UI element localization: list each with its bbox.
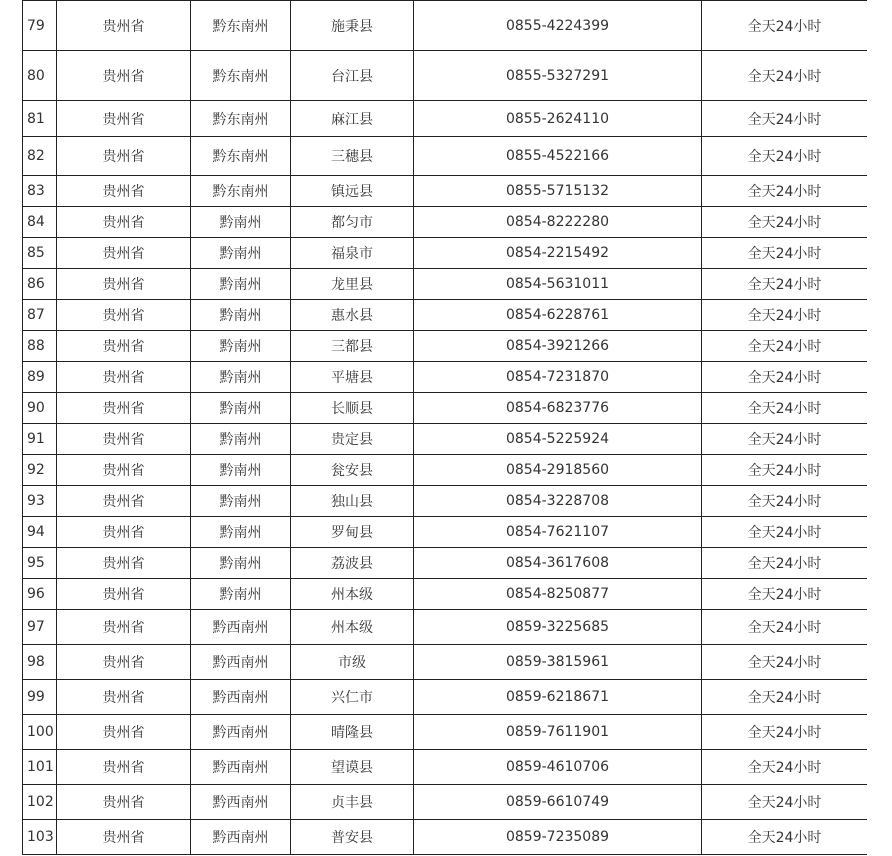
cell-province: 贵州省 — [57, 137, 191, 176]
cell-county: 荔波县 — [291, 548, 414, 579]
cell-province: 贵州省 — [57, 269, 191, 300]
cell-province: 贵州省 — [57, 455, 191, 486]
table-row — [23, 645, 868, 680]
cell-province: 贵州省 — [57, 785, 191, 820]
cell-county: 望谟县 — [291, 750, 414, 785]
cell-prefecture: 黔东南州 — [191, 101, 291, 137]
cell-province: 贵州省 — [57, 579, 191, 610]
table-row — [23, 238, 868, 269]
cell-index: 90 — [23, 393, 57, 424]
cell-county: 麻江县 — [291, 101, 414, 137]
cell-county: 罗甸县 — [291, 517, 414, 548]
table-row — [23, 1, 868, 51]
table-row — [23, 424, 868, 455]
cell-hours: 全天24小时 — [702, 610, 868, 645]
table-row — [23, 51, 868, 101]
cell-phone: 0859-7235089 — [414, 820, 702, 855]
cell-county: 台江县 — [291, 51, 414, 101]
cell-province: 贵州省 — [57, 610, 191, 645]
hotline-table-container — [22, 0, 867, 856]
cell-county: 福泉市 — [291, 238, 414, 269]
cell-hours: 全天24小时 — [702, 1, 868, 51]
cell-county: 贵定县 — [291, 424, 414, 455]
cell-prefecture: 黔西南州 — [191, 750, 291, 785]
cell-phone: 0855-4522166 — [414, 137, 702, 176]
cell-hours: 全天24小时 — [702, 300, 868, 331]
cell-phone: 0855-5715132 — [414, 176, 702, 207]
table-row — [23, 393, 868, 424]
table-row — [23, 362, 868, 393]
table-row — [23, 680, 868, 715]
table-row — [23, 331, 868, 362]
cell-hours: 全天24小时 — [702, 548, 868, 579]
cell-hours: 全天24小时 — [702, 269, 868, 300]
cell-county: 州本级 — [291, 579, 414, 610]
hotline-table — [22, 0, 867, 855]
cell-county: 三穗县 — [291, 137, 414, 176]
cell-phone: 0855-5327291 — [414, 51, 702, 101]
cell-hours: 全天24小时 — [702, 101, 868, 137]
cell-prefecture: 黔西南州 — [191, 645, 291, 680]
cell-province: 贵州省 — [57, 393, 191, 424]
table-row — [23, 486, 868, 517]
table-row — [23, 517, 868, 548]
cell-index: 96 — [23, 579, 57, 610]
cell-index: 89 — [23, 362, 57, 393]
cell-prefecture: 黔南州 — [191, 455, 291, 486]
cell-index: 87 — [23, 300, 57, 331]
cell-county: 晴隆县 — [291, 715, 414, 750]
cell-province: 贵州省 — [57, 1, 191, 51]
table-row — [23, 579, 868, 610]
cell-province: 贵州省 — [57, 715, 191, 750]
cell-prefecture: 黔西南州 — [191, 680, 291, 715]
cell-county: 兴仁市 — [291, 680, 414, 715]
cell-index: 88 — [23, 331, 57, 362]
table-row — [23, 300, 868, 331]
cell-hours: 全天24小时 — [702, 424, 868, 455]
cell-province: 贵州省 — [57, 362, 191, 393]
cell-phone: 0855-2624110 — [414, 101, 702, 137]
cell-prefecture: 黔南州 — [191, 393, 291, 424]
table-row — [23, 455, 868, 486]
cell-prefecture: 黔南州 — [191, 517, 291, 548]
cell-county: 瓮安县 — [291, 455, 414, 486]
cell-index: 98 — [23, 645, 57, 680]
cell-hours: 全天24小时 — [702, 517, 868, 548]
cell-prefecture: 黔南州 — [191, 331, 291, 362]
cell-prefecture: 黔南州 — [191, 300, 291, 331]
cell-hours: 全天24小时 — [702, 331, 868, 362]
cell-province: 贵州省 — [57, 207, 191, 238]
table-row — [23, 750, 868, 785]
cell-hours: 全天24小时 — [702, 715, 868, 750]
cell-province: 贵州省 — [57, 517, 191, 548]
cell-phone: 0854-8222280 — [414, 207, 702, 238]
cell-index: 93 — [23, 486, 57, 517]
cell-phone: 0854-2918560 — [414, 455, 702, 486]
table-row — [23, 820, 868, 855]
cell-index: 102 — [23, 785, 57, 820]
cell-county: 长顺县 — [291, 393, 414, 424]
cell-phone: 0854-6823776 — [414, 393, 702, 424]
cell-index: 95 — [23, 548, 57, 579]
cell-index: 99 — [23, 680, 57, 715]
cell-index: 84 — [23, 207, 57, 238]
table-row — [23, 176, 868, 207]
cell-index: 103 — [23, 820, 57, 855]
cell-phone: 0854-7231870 — [414, 362, 702, 393]
cell-prefecture: 黔南州 — [191, 238, 291, 269]
cell-province: 贵州省 — [57, 51, 191, 101]
cell-hours: 全天24小时 — [702, 207, 868, 238]
cell-prefecture: 黔南州 — [191, 207, 291, 238]
cell-hours: 全天24小时 — [702, 455, 868, 486]
cell-county: 贞丰县 — [291, 785, 414, 820]
cell-province: 贵州省 — [57, 820, 191, 855]
cell-province: 贵州省 — [57, 680, 191, 715]
cell-hours: 全天24小时 — [702, 137, 868, 176]
cell-prefecture: 黔西南州 — [191, 785, 291, 820]
cell-phone: 0854-5631011 — [414, 269, 702, 300]
cell-phone: 0854-2215492 — [414, 238, 702, 269]
cell-prefecture: 黔东南州 — [191, 137, 291, 176]
cell-hours: 全天24小时 — [702, 680, 868, 715]
table-row — [23, 610, 868, 645]
cell-phone: 0859-4610706 — [414, 750, 702, 785]
cell-province: 贵州省 — [57, 645, 191, 680]
cell-province: 贵州省 — [57, 331, 191, 362]
cell-index: 86 — [23, 269, 57, 300]
cell-phone: 0854-6228761 — [414, 300, 702, 331]
cell-hours: 全天24小时 — [702, 176, 868, 207]
cell-prefecture: 黔南州 — [191, 486, 291, 517]
cell-county: 独山县 — [291, 486, 414, 517]
cell-county: 三都县 — [291, 331, 414, 362]
cell-index: 80 — [23, 51, 57, 101]
cell-phone: 0859-7611901 — [414, 715, 702, 750]
cell-index: 82 — [23, 137, 57, 176]
cell-province: 贵州省 — [57, 424, 191, 455]
table-row — [23, 207, 868, 238]
cell-phone: 0859-3815961 — [414, 645, 702, 680]
cell-phone: 0854-5225924 — [414, 424, 702, 455]
cell-phone: 0854-3617608 — [414, 548, 702, 579]
cell-phone: 0859-6610749 — [414, 785, 702, 820]
cell-county: 惠水县 — [291, 300, 414, 331]
cell-county: 州本级 — [291, 610, 414, 645]
table-body — [23, 1, 868, 855]
cell-prefecture: 黔西南州 — [191, 610, 291, 645]
cell-prefecture: 黔西南州 — [191, 820, 291, 855]
cell-index: 100 — [23, 715, 57, 750]
cell-index: 92 — [23, 455, 57, 486]
cell-index: 91 — [23, 424, 57, 455]
cell-hours: 全天24小时 — [702, 750, 868, 785]
cell-phone: 0855-4224399 — [414, 1, 702, 51]
table-row — [23, 269, 868, 300]
cell-phone: 0854-8250877 — [414, 579, 702, 610]
cell-index: 79 — [23, 1, 57, 51]
cell-hours: 全天24小时 — [702, 645, 868, 680]
cell-prefecture: 黔东南州 — [191, 176, 291, 207]
cell-index: 97 — [23, 610, 57, 645]
cell-hours: 全天24小时 — [702, 362, 868, 393]
cell-county: 施秉县 — [291, 1, 414, 51]
cell-index: 94 — [23, 517, 57, 548]
cell-phone: 0854-3228708 — [414, 486, 702, 517]
cell-county: 都匀市 — [291, 207, 414, 238]
table-row — [23, 101, 868, 137]
table-row — [23, 137, 868, 176]
cell-province: 贵州省 — [57, 548, 191, 579]
cell-county: 普安县 — [291, 820, 414, 855]
cell-county: 镇远县 — [291, 176, 414, 207]
cell-county: 龙里县 — [291, 269, 414, 300]
table-row — [23, 548, 868, 579]
cell-index: 101 — [23, 750, 57, 785]
table-row — [23, 785, 868, 820]
cell-phone: 0859-3225685 — [414, 610, 702, 645]
cell-province: 贵州省 — [57, 750, 191, 785]
cell-hours: 全天24小时 — [702, 820, 868, 855]
cell-prefecture: 黔南州 — [191, 579, 291, 610]
cell-province: 贵州省 — [57, 176, 191, 207]
cell-hours: 全天24小时 — [702, 579, 868, 610]
table-row — [23, 715, 868, 750]
cell-hours: 全天24小时 — [702, 51, 868, 101]
cell-index: 83 — [23, 176, 57, 207]
cell-hours: 全天24小时 — [702, 393, 868, 424]
cell-province: 贵州省 — [57, 101, 191, 137]
cell-prefecture: 黔东南州 — [191, 1, 291, 51]
cell-province: 贵州省 — [57, 486, 191, 517]
cell-hours: 全天24小时 — [702, 486, 868, 517]
cell-province: 贵州省 — [57, 300, 191, 331]
cell-phone: 0854-3921266 — [414, 331, 702, 362]
cell-county: 市级 — [291, 645, 414, 680]
cell-prefecture: 黔南州 — [191, 548, 291, 579]
cell-county: 平塘县 — [291, 362, 414, 393]
cell-prefecture: 黔东南州 — [191, 51, 291, 101]
cell-hours: 全天24小时 — [702, 238, 868, 269]
cell-phone: 0854-7621107 — [414, 517, 702, 548]
cell-prefecture: 黔南州 — [191, 424, 291, 455]
cell-prefecture: 黔南州 — [191, 269, 291, 300]
cell-prefecture: 黔西南州 — [191, 715, 291, 750]
cell-prefecture: 黔南州 — [191, 362, 291, 393]
cell-phone: 0859-6218671 — [414, 680, 702, 715]
cell-hours: 全天24小时 — [702, 785, 868, 820]
cell-index: 85 — [23, 238, 57, 269]
cell-province: 贵州省 — [57, 238, 191, 269]
cell-index: 81 — [23, 101, 57, 137]
